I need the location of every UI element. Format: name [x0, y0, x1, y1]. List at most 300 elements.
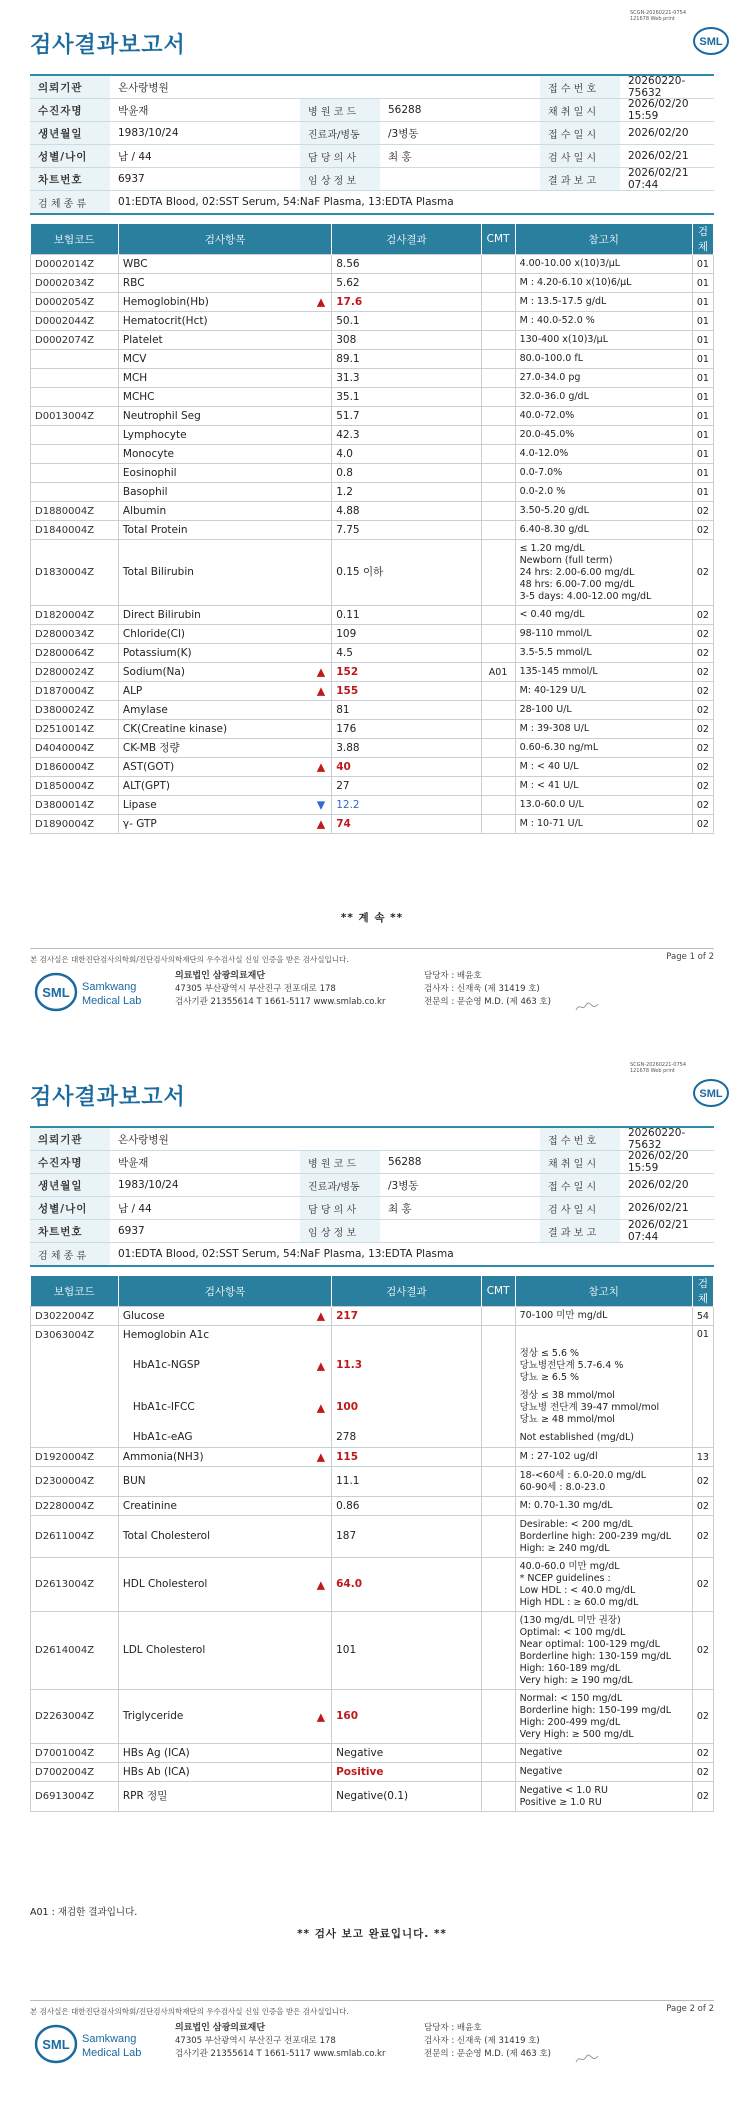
- test-result: 74: [332, 815, 481, 834]
- test-result: 11.3: [332, 1345, 482, 1387]
- insurance-code: D1890004Z: [31, 815, 119, 834]
- test-result: 50.1: [332, 312, 481, 331]
- test-item: Ammonia(NH3) ▲: [118, 1448, 331, 1467]
- comment-code: [481, 1497, 515, 1516]
- test-item: HbA1c-NGSP ▲: [118, 1345, 331, 1387]
- svg-text:Samkwang: Samkwang: [82, 981, 137, 993]
- insurance-code: [31, 369, 119, 388]
- test-result: 176: [332, 720, 481, 739]
- comment-code: [481, 777, 515, 796]
- insurance-code: D3063004Z: [31, 1326, 119, 1345]
- reference-range: 6.40-8.30 g/dL: [515, 521, 692, 540]
- reference-range: 27.0-34.0 pg: [515, 369, 692, 388]
- comment-code: [481, 312, 515, 331]
- test-item: RPR 정밀: [118, 1782, 331, 1812]
- reference-range: M: 40-129 U/L: [515, 682, 692, 701]
- comment-code: [481, 625, 515, 644]
- table-row: [31, 606, 714, 625]
- specimen-code: [692, 1345, 713, 1387]
- reference-range: 0.0-7.0%: [515, 464, 692, 483]
- table-row: [31, 1429, 714, 1448]
- report-title: 검사결과보고서: [30, 33, 186, 58]
- test-item: HBs Ab (ICA): [118, 1763, 331, 1782]
- table-row: [31, 777, 714, 796]
- test-result: 0.86: [332, 1497, 482, 1516]
- insurance-code: D1840004Z: [31, 521, 119, 540]
- low-flag-icon: ▼: [316, 798, 326, 812]
- insurance-code: D3022004Z: [31, 1307, 119, 1326]
- reference-range: 40.0-60.0 미만 mg/dL * NCEP guidelines : Low HDL : < 40.0 mg/dL High HDL : ≥ 60.0 mg/dL: [515, 1558, 692, 1612]
- comment-code: [481, 407, 515, 426]
- reference-range: 28-100 U/L: [515, 701, 692, 720]
- insurance-code: [31, 1387, 119, 1429]
- table-row: [31, 1448, 714, 1467]
- reference-range: 정상 ≤ 38 mmol/mol 당뇨병 전단계 39-47 mmol/mol 당뇨 ≥ 48 mmol/mol: [515, 1387, 692, 1429]
- high-flag-icon: ▲: [316, 1710, 326, 1723]
- comment-code: [481, 1744, 515, 1763]
- insurance-code: D2611004Z: [31, 1516, 119, 1558]
- insurance-code: D2613004Z: [31, 1558, 119, 1612]
- insurance-code: [31, 350, 119, 369]
- table-row: [31, 815, 714, 834]
- lab-info: 의료법인 삼광의료재단 47305 부산광역시 부산진구 전포대로 178 검사기관 21355614 T 1661-5117 www.smlab.co.kr: [175, 971, 386, 1007]
- table-row: [31, 1467, 714, 1497]
- comment-code: [481, 464, 515, 483]
- high-flag-icon: ▲: [316, 1450, 326, 1464]
- test-item: Direct Bilirubin: [118, 606, 331, 625]
- test-result: 35.1: [332, 388, 481, 407]
- specimen-code: 02: [692, 1497, 713, 1516]
- comment-code: [481, 293, 515, 312]
- reference-range: M : 39-308 U/L: [515, 720, 692, 739]
- table-row: [31, 1387, 714, 1429]
- table-row: [31, 502, 714, 521]
- reference-range: 3.5-5.5 mmol/L: [515, 644, 692, 663]
- page-number: Page 1 of 2: [666, 952, 714, 962]
- insurance-code: D1850004Z: [31, 777, 119, 796]
- specimen-code: 02: [692, 1612, 713, 1690]
- specimen-code: 01: [692, 369, 713, 388]
- table-row: [31, 445, 714, 464]
- comment-code: [481, 796, 515, 815]
- insurance-code: D3800024Z: [31, 701, 119, 720]
- svg-text:Samkwang: Samkwang: [82, 2033, 137, 2045]
- staff-info: 담당자 : 배윤호 검사자 : 신재욱 (제 31419 호) 전문의 : 문순영 M.D. (제 463 호): [424, 971, 551, 1007]
- table-row: [31, 1690, 714, 1744]
- test-result: Positive: [332, 1763, 482, 1782]
- test-item: Potassium(K): [118, 644, 331, 663]
- reference-range: Desirable: < 200 mg/dL Borderline high: 200-239 mg/dL High: ≥ 240 mg/dL: [515, 1516, 692, 1558]
- test-result: Negative(0.1): [332, 1782, 482, 1812]
- insurance-code: D1860004Z: [31, 758, 119, 777]
- test-result: 89.1: [332, 350, 481, 369]
- test-result: 7.75: [332, 521, 481, 540]
- reference-range: 20.0-45.0%: [515, 426, 692, 445]
- comment-code: [481, 1782, 515, 1812]
- reference-range: 130-400 x(10)3/μL: [515, 331, 692, 350]
- specimen-code: 02: [692, 720, 713, 739]
- specimen-code: 02: [692, 682, 713, 701]
- comment-code: [481, 388, 515, 407]
- reference-range: 70-100 미만 mg/dL: [515, 1307, 692, 1326]
- hospital-value: 온사랑병원: [118, 81, 169, 94]
- test-item: ALP ▲: [118, 682, 331, 701]
- specimen-code: [692, 1387, 713, 1429]
- test-result: 115: [332, 1448, 482, 1467]
- table-row: [31, 369, 714, 388]
- specimen-code: 01: [692, 293, 713, 312]
- test-item: Platelet: [118, 331, 331, 350]
- table-row: [31, 644, 714, 663]
- test-item: MCHC: [118, 388, 331, 407]
- specimen-value: 01:EDTA Blood, 02:SST Serum, 54:NaF Plasma, 13:EDTA Plasma: [118, 196, 454, 208]
- high-flag-icon: ▲: [316, 684, 326, 698]
- comment-code: [481, 331, 515, 350]
- table-row: [31, 682, 714, 701]
- insurance-code: D1870004Z: [31, 682, 119, 701]
- specimen-code: 01: [692, 407, 713, 426]
- high-flag-icon: ▲: [316, 1359, 326, 1372]
- test-item: Sodium(Na) ▲: [118, 663, 331, 682]
- table-row: [31, 739, 714, 758]
- reference-range: (130 mg/dL 미만 권장) Optimal: < 100 mg/dL Near optimal: 100-129 mg/dL Borderline high: 130-159 mg/dL High: 160-189 mg/dL Very high: ≥ 190 mg/dL: [515, 1612, 692, 1690]
- comment-code: [481, 369, 515, 388]
- test-result: 51.7: [332, 407, 481, 426]
- table-row: [31, 1516, 714, 1558]
- test-item: Lymphocyte: [118, 426, 331, 445]
- specimen-code: 01: [692, 255, 713, 274]
- insurance-code: D1920004Z: [31, 1448, 119, 1467]
- reference-range: M : < 41 U/L: [515, 777, 692, 796]
- insurance-code: [31, 388, 119, 407]
- print-info: SCGN-20260221-0754 121678 Web print: [629, 1062, 686, 1074]
- reference-range: ≤ 1.20 mg/dL Newborn (full term) 24 hrs: 2.00-6.00 mg/dL 48 hrs: 6.00-7.00 mg/dL 3-5 days: 4.00-12.00 mg/dL: [515, 540, 692, 606]
- print-info: SCGN-20260221-0754 121678 Web print: [629, 10, 686, 22]
- test-item: Monocyte: [118, 445, 331, 464]
- reference-range: 13.0-60.0 U/L: [515, 796, 692, 815]
- insurance-code: D2614004Z: [31, 1612, 119, 1690]
- insurance-code: D2510014Z: [31, 720, 119, 739]
- test-item: γ- GTP ▲: [118, 815, 331, 834]
- specimen-code: 02: [692, 644, 713, 663]
- comment-code: [481, 483, 515, 502]
- table-row: [31, 720, 714, 739]
- comment-code: [481, 1467, 515, 1497]
- accreditation-note: 본 검사실은 대한진단검사의학회/진단검사의학재단의 우수검사실 신임 인증을 받은 검사실입니다.: [30, 955, 349, 964]
- test-item: AST(GOT) ▲: [118, 758, 331, 777]
- reference-range: 정상 ≤ 5.6 % 당뇨병전단계 5.7-6.4 % 당뇨 ≥ 6.5 %: [515, 1345, 692, 1387]
- reference-range: Negative: [515, 1763, 692, 1782]
- test-item: Neutrophil Seg: [118, 407, 331, 426]
- test-result: Negative: [332, 1744, 482, 1763]
- insurance-code: [31, 1345, 119, 1387]
- reference-range: Negative: [515, 1744, 692, 1763]
- insurance-code: D3800014Z: [31, 796, 119, 815]
- reference-range: M : 27-102 ug/dl: [515, 1448, 692, 1467]
- test-result: 64.0: [332, 1558, 482, 1612]
- high-flag-icon: ▲: [316, 665, 326, 679]
- insurance-code: [31, 426, 119, 445]
- high-flag-icon: ▲: [316, 295, 326, 309]
- table-row: [31, 312, 714, 331]
- insurance-code: D2300004Z: [31, 1467, 119, 1497]
- reference-range: 3.50-5.20 g/dL: [515, 502, 692, 521]
- test-result: 101: [332, 1612, 482, 1690]
- test-result: 3.88: [332, 739, 481, 758]
- test-result: 100: [332, 1387, 482, 1429]
- insurance-code: D0013004Z: [31, 407, 119, 426]
- a01-note: A01 : 재검한 결과입니다.: [30, 1907, 138, 1918]
- test-item: MCH: [118, 369, 331, 388]
- high-flag-icon: ▲: [316, 817, 326, 831]
- comment-code: [481, 426, 515, 445]
- specimen-code: 01: [692, 464, 713, 483]
- insurance-code: D7002004Z: [31, 1763, 119, 1782]
- specimen-code: 02: [692, 701, 713, 720]
- reference-range: Not established (mg/dL): [515, 1429, 692, 1448]
- insurance-code: [31, 445, 119, 464]
- specimen-code: 02: [692, 739, 713, 758]
- table-row: [31, 540, 714, 606]
- comment-code: [481, 1429, 515, 1448]
- comment-code: [481, 274, 515, 293]
- insurance-code: D0002074Z: [31, 331, 119, 350]
- table-row: [31, 464, 714, 483]
- test-result: 4.5: [332, 644, 481, 663]
- test-item: HbA1c-IFCC ▲: [118, 1387, 331, 1429]
- reference-range: M : 13.5-17.5 g/dL: [515, 293, 692, 312]
- patient-header: 의뢰기관 온사랑병원 접 수 번 호 20260220-75632 수진자명 박윤재 병 원 코 드 56288 채 취 일 시 2026/02/20 15:59 생년월일 1983/10/24 진료과/병동 /3병동 접 수 일 시 2026/02/20 성별/나이 남 / 44 담 당 의 사 최 홍 검 사 일 시 2026/02/21 차트번호 6937 임 상 정 보 결 과 보 고 2026/02/21 07:44 검 체 종 류 01:EDTA Blood, 02:SST Serum, 54:NaF Plasma, 13:EDTA Plasma: [30, 74, 714, 215]
- insurance-code: D2263004Z: [31, 1690, 119, 1744]
- table-row: [31, 426, 714, 445]
- test-result: 81: [332, 701, 481, 720]
- sml-logo-icon: [692, 1078, 730, 1108]
- svg-text:Medical Lab: Medical Lab: [82, 995, 142, 1007]
- table-row: [31, 1345, 714, 1387]
- specimen-code: 01: [692, 426, 713, 445]
- specimen-code: [692, 1429, 713, 1448]
- high-flag-icon: ▲: [316, 1401, 326, 1414]
- comment-code: [481, 606, 515, 625]
- insurance-code: D6913004Z: [31, 1782, 119, 1812]
- svg-text:SML: SML: [699, 36, 723, 48]
- reference-range: 0.60-6.30 ng/mL: [515, 739, 692, 758]
- comment-code: [481, 701, 515, 720]
- comment-code: [481, 255, 515, 274]
- comment-code: [481, 720, 515, 739]
- test-result: 11.1: [332, 1467, 482, 1497]
- test-item: Hematocrit(Hct): [118, 312, 331, 331]
- test-item: LDL Cholesterol: [118, 1612, 331, 1690]
- insurance-code: D0002014Z: [31, 255, 119, 274]
- test-result: 278: [332, 1429, 482, 1448]
- insurance-code: D0002054Z: [31, 293, 119, 312]
- test-item: MCV: [118, 350, 331, 369]
- reference-range: M : 40.0-52.0 %: [515, 312, 692, 331]
- test-result: 42.3: [332, 426, 481, 445]
- specimen-code: 01: [692, 331, 713, 350]
- svg-text:SML: SML: [42, 2037, 70, 2052]
- table-row: [31, 1558, 714, 1612]
- reference-range: 80.0-100.0 fL: [515, 350, 692, 369]
- comment-code: [481, 1690, 515, 1744]
- test-item: Total Bilirubin: [118, 540, 331, 606]
- specimen-code: 01: [692, 1326, 713, 1345]
- insurance-code: D2280004Z: [31, 1497, 119, 1516]
- specimen-code: 02: [692, 1744, 713, 1763]
- comment-code: [481, 644, 515, 663]
- reference-range: M : < 40 U/L: [515, 758, 692, 777]
- table-row: [31, 1763, 714, 1782]
- end-note: ** 검사 보고 완료입니다. **: [297, 1928, 447, 1940]
- table-row: [31, 758, 714, 777]
- insurance-code: D1830004Z: [31, 540, 119, 606]
- results-table-page-1: 보험코드 검사항목 검사결과 CMT 참고치 검체 D0002014Z WBC 8.56 4.00-10.00 x(10)3/μL 01 D0002034Z RBC 5.62 M : 4.20-6.10 x(10)6/μL 01 D0002054Z Hemoglobin(Hb) ▲ 17.6 M : 13.5-17.5 g/dL 01 D0002044Z Hematocrit(Hct) 50.1 M : 40.0-52.0 % 01 D0002074Z Platelet 308 130-400 x(10)3/μL 01 MCV 89.1 80.0-100.0 fL 01 MCH 31.3 27.0-34.0 pg 01 MCHC 35.1 32.0-36.0 g/dL 01 D0013004Z Neutrophil Seg 51.7 40.0-72.0% 01 Lymphocyte 42.3 20.0-45.0% 01 Monocyte 4.0 4.0-12.0% 01 Eosinophil 0.8 0.0-7.0% 01 Basophil 1.2 0.0-2.0 % 01 D1880004Z Albumin 4.88 3.50-5.20 g/dL 02 D1840004Z Total Protein 7.75 6.40-8.30 g/dL 02 D1830004Z Total Bilirubin 0.15 이하 ≤ 1.20 mg/dL Newborn (full term) 24 hrs: 2.00-6.00 mg/dL 48 hrs: 6.00-7.00 mg/dL 3-5 days: 4.00-12.00 mg/dL 02 D1820004Z Direct Bilirubin 0.11 < 0.40 mg/dL 02 D2800034Z Chloride(Cl) 109 98-110 mmol/L 02 D2800064Z Potassium(K) 4.5 3.5-5.5 mmol/L 02 D2800024Z Sodium(Na) ▲ 152 A01 135-145 mmol/L 02 D1870004Z ALP ▲ 155 M: 40-129 U/L 02 D3800024Z Amylase 81 28-100 U/L 02 D2510014Z CK(Creatine kinase) 176 M : 39-308 U/L 02 D4040004Z CK-MB 정량 3.88 0.60-6.30 ng/mL 02 D1860004Z AST(GOT) ▲ 40 M : < 40 U/L 02 D1850004Z ALT(GPT) 27 M : < 41 U/L 02 D3800014Z Lipase ▼ 12.2 13.0-60.0 U/L 02 D1890004Z γ- GTP ▲ 74 M : 10-71 U/L 02: [30, 224, 714, 834]
- test-result: 160: [332, 1690, 482, 1744]
- specimen-code: 02: [692, 796, 713, 815]
- specimen-code: 01: [692, 312, 713, 331]
- high-flag-icon: ▲: [316, 760, 326, 774]
- reference-range: 32.0-36.0 g/dL: [515, 388, 692, 407]
- test-result: 1.2: [332, 483, 481, 502]
- test-item: BUN: [118, 1467, 331, 1497]
- table-row: [31, 388, 714, 407]
- high-flag-icon: ▲: [316, 1578, 326, 1591]
- reference-range: 18-<60세 : 6.0-20.0 mg/dL 60-90세 : 8.0-23.0: [515, 1467, 692, 1497]
- reference-range: Negative < 1.0 RU Positive ≥ 1.0 RU: [515, 1782, 692, 1812]
- reference-range: < 0.40 mg/dL: [515, 606, 692, 625]
- insurance-code: D0002044Z: [31, 312, 119, 331]
- specimen-code: 02: [692, 663, 713, 682]
- sml-logo-icon: [692, 26, 730, 56]
- test-item: HBs Ag (ICA): [118, 1744, 331, 1763]
- reference-range: 40.0-72.0%: [515, 407, 692, 426]
- table-row: [31, 407, 714, 426]
- comment-code: [481, 1558, 515, 1612]
- patient-value: 박윤재: [118, 104, 149, 117]
- reference-range: 4.0-12.0%: [515, 445, 692, 464]
- continued-note: ** 계 속 **: [340, 912, 404, 924]
- table-row: [31, 350, 714, 369]
- comment-code: [481, 739, 515, 758]
- table-row: [31, 663, 714, 682]
- specimen-code: 02: [692, 625, 713, 644]
- table-row: [31, 1782, 714, 1812]
- reference-range: M : 4.20-6.10 x(10)6/μL: [515, 274, 692, 293]
- test-result: 0.11: [332, 606, 481, 625]
- specimen-code: 02: [692, 1690, 713, 1744]
- specimen-code: 02: [692, 758, 713, 777]
- test-item: CK-MB 정량: [118, 739, 331, 758]
- patient-header: 의뢰기관 온사랑병원 접 수 번 호 20260220-75632 수진자명 박윤재 병 원 코 드 56288 채 취 일 시 2026/02/20 15:59 생년월일 1983/10/24 진료과/병동 /3병동 접 수 일 시 2026/02/20 성별/나이 남 / 44 담 당 의 사 최 홍 검 사 일 시 2026/02/21 차트번호 6937 임 상 정 보 결 과 보 고 2026/02/21 07:44 검 체 종 류 01:EDTA Blood, 02:SST Serum, 54:NaF Plasma, 13:EDTA Plasma: [30, 1126, 714, 1267]
- report-title: 검사결과보고서: [30, 1085, 186, 1110]
- receipt-no-value: 20260220-75632: [628, 75, 686, 99]
- test-result: 5.62: [332, 274, 481, 293]
- specimen-code: 01: [692, 483, 713, 502]
- specimen-code: 02: [692, 1467, 713, 1497]
- specimen-code: 02: [692, 815, 713, 834]
- specimen-code: 02: [692, 1782, 713, 1812]
- insurance-code: D2800064Z: [31, 644, 119, 663]
- comment-code: [481, 540, 515, 606]
- report-page-2: [0, 1052, 744, 2104]
- test-item: Glucose ▲: [118, 1307, 331, 1326]
- table-row: [31, 255, 714, 274]
- insurance-code: [31, 1429, 119, 1448]
- table-row: [31, 1497, 714, 1516]
- test-result: 187: [332, 1516, 482, 1558]
- test-item: Basophil: [118, 483, 331, 502]
- test-result: 4.88: [332, 502, 481, 521]
- signature-icon: [574, 2052, 600, 2066]
- staff-info: 담당자 : 배윤호 검사자 : 신재욱 (제 31419 호) 전문의 : 문순영 M.D. (제 463 호): [424, 2023, 551, 2059]
- comment-code: [481, 502, 515, 521]
- test-result: 40: [332, 758, 481, 777]
- test-item: Amylase: [118, 701, 331, 720]
- reference-range: [515, 1326, 692, 1345]
- insurance-code: [31, 483, 119, 502]
- test-item: Creatinine: [118, 1497, 331, 1516]
- test-item: Triglyceride ▲: [118, 1690, 331, 1744]
- specimen-code: 02: [692, 1516, 713, 1558]
- svg-text:SML: SML: [42, 985, 70, 1000]
- test-item: RBC: [118, 274, 331, 293]
- test-item: Hemoglobin A1c: [118, 1326, 331, 1345]
- specimen-code: 01: [692, 445, 713, 464]
- test-result: 8.56: [332, 255, 481, 274]
- test-item: CK(Creatine kinase): [118, 720, 331, 739]
- reference-range: M : 10-71 U/L: [515, 815, 692, 834]
- svg-text:Medical Lab: Medical Lab: [82, 2047, 142, 2059]
- test-result: 27: [332, 777, 481, 796]
- test-result: 109: [332, 625, 481, 644]
- reference-range: 135-145 mmol/L: [515, 663, 692, 682]
- table-row: [31, 293, 714, 312]
- test-item: Hemoglobin(Hb) ▲: [118, 293, 331, 312]
- table-row: [31, 1326, 714, 1345]
- test-item: Total Cholesterol: [118, 1516, 331, 1558]
- comment-code: [481, 1612, 515, 1690]
- specimen-code: 02: [692, 1558, 713, 1612]
- test-result: 155: [332, 682, 481, 701]
- reference-range: 98-110 mmol/L: [515, 625, 692, 644]
- insurance-code: D2800024Z: [31, 663, 119, 682]
- table-row: [31, 331, 714, 350]
- test-item: Chloride(Cl): [118, 625, 331, 644]
- test-item: WBC: [118, 255, 331, 274]
- reference-range: 4.00-10.00 x(10)3/μL: [515, 255, 692, 274]
- insurance-code: D7001004Z: [31, 1744, 119, 1763]
- comment-code: [481, 1326, 515, 1345]
- test-result: 4.0: [332, 445, 481, 464]
- comment-code: [481, 350, 515, 369]
- reference-range: Normal: < 150 mg/dL Borderline high: 150-199 mg/dL High: 200-499 mg/dL Very High: ≥ 500 mg/dL: [515, 1690, 692, 1744]
- insurance-code: D2800034Z: [31, 625, 119, 644]
- comment-code: [481, 815, 515, 834]
- insurance-code: D1820004Z: [31, 606, 119, 625]
- insurance-code: [31, 464, 119, 483]
- specimen-code: 01: [692, 274, 713, 293]
- reference-range: 0.0-2.0 %: [515, 483, 692, 502]
- test-item: ALT(GPT): [118, 777, 331, 796]
- comment-code: [481, 445, 515, 464]
- comment-code: [481, 1763, 515, 1782]
- table-row: [31, 483, 714, 502]
- samkwang-logo-icon: [34, 2022, 164, 2066]
- test-item: HbA1c-eAG: [118, 1429, 331, 1448]
- table-row: [31, 1744, 714, 1763]
- comment-code: [481, 758, 515, 777]
